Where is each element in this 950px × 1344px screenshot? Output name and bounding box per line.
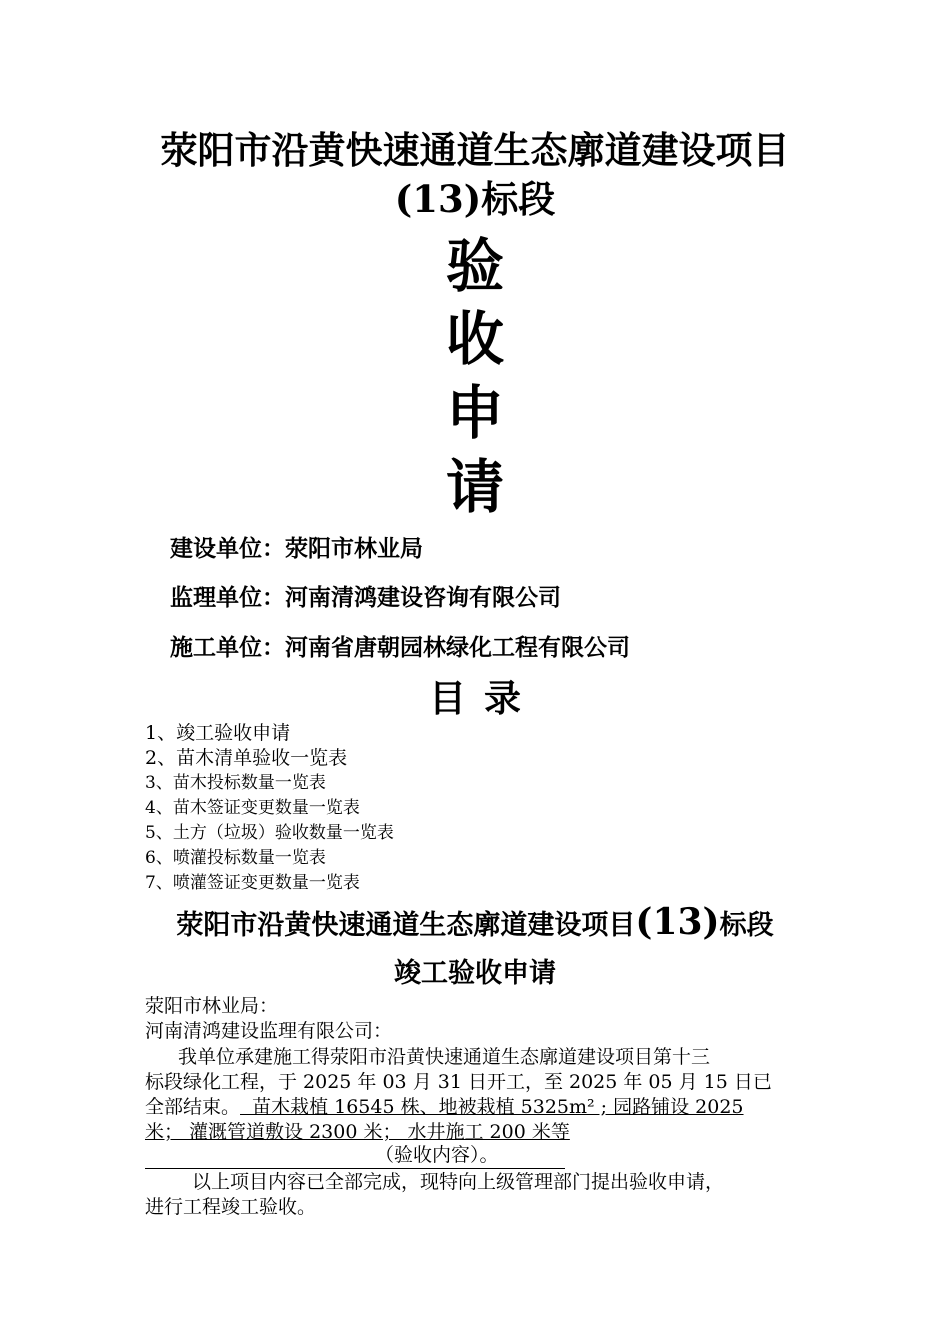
paragraph-2-line-1: 以上项目内容已全部完成，现特向上级管理部门提出验收申请， <box>192 1171 725 1193</box>
application-title-prefix: 荥阳市沿黄快速通道生态廓道建设项目 <box>176 910 636 941</box>
application-title-suffix: 标段 <box>719 910 774 941</box>
unit-value: 荥阳市林业局 <box>285 535 423 562</box>
application-subtitle: 竣工验收申请 <box>394 958 556 989</box>
paragraph-1-plain: 全部结束。 <box>145 1096 241 1118</box>
unit-label: 监理单位： <box>170 584 285 611</box>
cover-title-line2: (13)标段 <box>394 177 556 221</box>
unit-contractor <box>170 636 630 659</box>
paragraph-1-line-1: 我单位承建施工得荥阳市沿黄快速通道生态廓道建设项目第十三 <box>178 1046 711 1068</box>
addressee-1: 荥阳市林业局： <box>145 995 279 1017</box>
acceptance-content-caption: （验收内容）。 <box>375 1144 499 1166</box>
toc-item-1: 1、竣工验收申请 <box>145 722 291 744</box>
acceptance-content-line-3 <box>145 1146 565 1169</box>
cover-char-2: 收 <box>445 305 504 373</box>
toc-item-2: 2、苗木清单验收一览表 <box>145 747 348 769</box>
toc-item-6: 6、喷灌投标数量一览表 <box>145 848 326 868</box>
application-title-num: (13) <box>635 901 720 943</box>
acceptance-content-line-2: 米； 灌溉管道敷设 2300 米； 水井施工 200 米等 <box>145 1121 570 1143</box>
unit-construction <box>170 537 423 560</box>
toc-item-4: 4、苗木签证变更数量一览表 <box>145 798 360 818</box>
unit-value: 河南省唐朝园林绿化工程有限公司 <box>285 634 630 661</box>
toc-item-5: 5、土方（垃圾）验收数量一览表 <box>145 823 394 843</box>
acceptance-content-line-1: 苗木栽植 16545 株、地被栽植 5325m² ; 园路铺设 2025 <box>240 1096 744 1118</box>
cover-char-4: 请 <box>445 453 504 521</box>
toc-title: 目录 <box>429 676 539 720</box>
paragraph-1-line-2: 标段绿化工程，于 2025 年 03 月 31 日开工，至 2025 年 05 月 15 日已 <box>145 1071 772 1093</box>
unit-label: 施工单位： <box>170 634 285 661</box>
paragraph-2-line-2: 进行工程竣工验收。 <box>145 1196 317 1218</box>
unit-supervision <box>170 586 561 609</box>
toc-item-7: 7、喷灌签证变更数量一览表 <box>145 873 360 893</box>
cover-title-line1: 荥阳市沿黄快速通道生态廓道建设项目 <box>160 128 790 172</box>
unit-value: 河南清鸿建设咨询有限公司 <box>285 584 561 611</box>
application-title <box>0 901 950 943</box>
unit-label: 建设单位： <box>170 535 285 562</box>
cover-char-3: 申 <box>445 379 504 447</box>
paragraph-1-line-3 <box>145 1098 744 1117</box>
toc-item-3: 3、苗木投标数量一览表 <box>145 773 326 793</box>
addressee-2: 河南清鸿建设监理有限公司： <box>145 1020 393 1042</box>
cover-char-1: 验 <box>445 232 504 300</box>
